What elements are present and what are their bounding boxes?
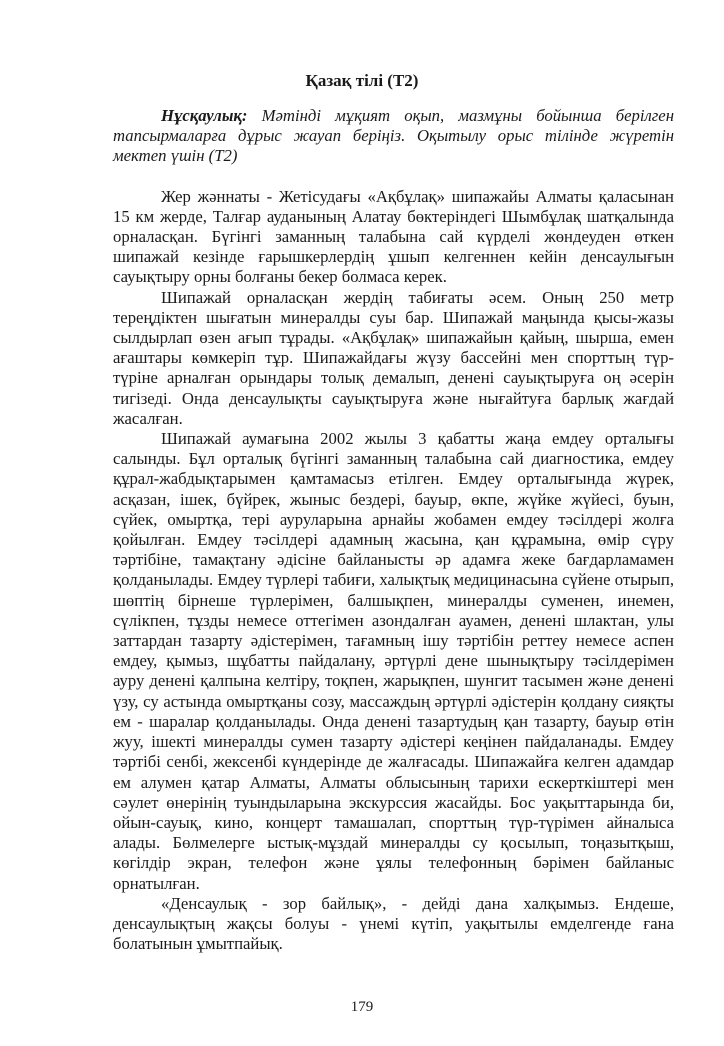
paragraph-treatment-center: Шипажай аумағына 2002 жылы 3 қабатты жаңа емдеу орталығы салынды. Бұл орталық бүгінгі заманның талабына сай диагностика, емдеу құрал-жабдықтарымен қамтамасыз етілген. Емдеу орталығында жүрек, асқазан, ішек, бүйрек, жыныс бездері, бауыр, өкпе, жүйке жүйесі, буын, сүйек, омыртқа, тері ауруларына арнайы жобамен емдеу тәсілдері жолға қойылған. Емдеу тәсілдері адамның жасына, қан құрамына, өмір сүру тәртібіне, тамақтану әдісіне байланысты әр адамға жеке бағдарламамен қолданылады. Емдеу түрлері табиғи, халықтық медицинасына сүйене отырып, шөптің бірнеше түрлерімен, балшықпен, минералды суменен, инемен, сүлікпен, тұзды немесе оттегімен азондалған ауамен, денені шлактан, улы заттардан тазарту әдістерімен, тағамның ішу тәртібін реттеу немесе аспен емдеу, қымыз, шұбатты пайдалану, әртүрлі дене шынықтыру тәсілдерімен ауру денені қалпына келтіру, тоқпен, жарықпен, шунгит тасымен және денені үзу, су астында омыртқаны созу, массаждың әртүрлі әдістерін қолдану сияқты ем - шаралар қолданылады. Онда денені тазартудың қан тазарту, бауыр өтін жуу, ішекті минералды сумен тазарту әдістері кеңінен пайдаланады. Емдеу тәртібі сенбі, жексенбі күндерінде де жалғасады. Шипажайға келген адамдар ем алумен қатар Алматы, Алматы облысының тарихи ескерткіштері мен сәулет өнерінің туындыларына экскурссия жасайды. Бос уақыттарында би, ойын-сауық, кино, концерт тамашалап, спорттың түр-түрімен айналыса алады. Бөлмелерге ыстық-мұздай минералды су қосылып, тоңазытқыш, көгілдір экран, телефон және ұялы телефонның бәрімен байланыс орнатылған.	[113, 429, 674, 893]
instruction-text: Мәтінді мұқият оқып, мазмұны бойынша берілген тапсырмаларға дұрыс жауап беріңіз. Оқытылу орыс тілінде жүретін мектеп үшін (Т2)	[113, 106, 674, 166]
document-body	[113, 106, 674, 954]
instruction-paragraph	[113, 106, 674, 167]
instruction-label: Нұсқаулық:	[161, 106, 248, 125]
paragraph-intro: Жер жәннаты - Жетісудағы «Ақбұлақ» шипажайы Алматы қаласынан 15 км жерде, Талғар ауданының Алатау бөктеріндегі Шымбұлақ шатқалында орналасқан. Бүгінгі заманның талабына сай күрделі жөндеуден өткен шипажай кезінде ғарышкерлердің ұшып келгеннен кейін денсаулығын сауықтыру орны болғаны бекер болмаса керек.	[113, 186, 674, 287]
page-number: 179	[350, 999, 374, 1016]
page-title: Қазақ тілі (Т2)	[305, 71, 419, 90]
paragraph-nature: Шипажай орналасқан жердің табиғаты әсем. Оның 250 метр тереңдіктен шығатын минералды суы бар. Шипажай маңында қысы-жазы сылдырлап өзен ағып тұрады. «Ақбұлақ» шипажайын қайың, шырша, емен ағаштары көмкеріп тұр. Шипажайдағы жүзу бассейні мен спорттың түр-түріне арналған орындары толық демалып, денені сауықтыруға оң әсерін тигізеді. Онда денсаулықты сауықтыруға және нығайтуға барлық жағдай жасалған.	[113, 287, 674, 428]
paragraph-conclusion: «Денсаулық - зор байлық», - дейді дана халқымыз. Ендеше, денсаулықтың жақсы болуы - үнемі күтіп, уақытылы емделгенде ғана болатынын ұмытпайық.	[113, 893, 674, 954]
